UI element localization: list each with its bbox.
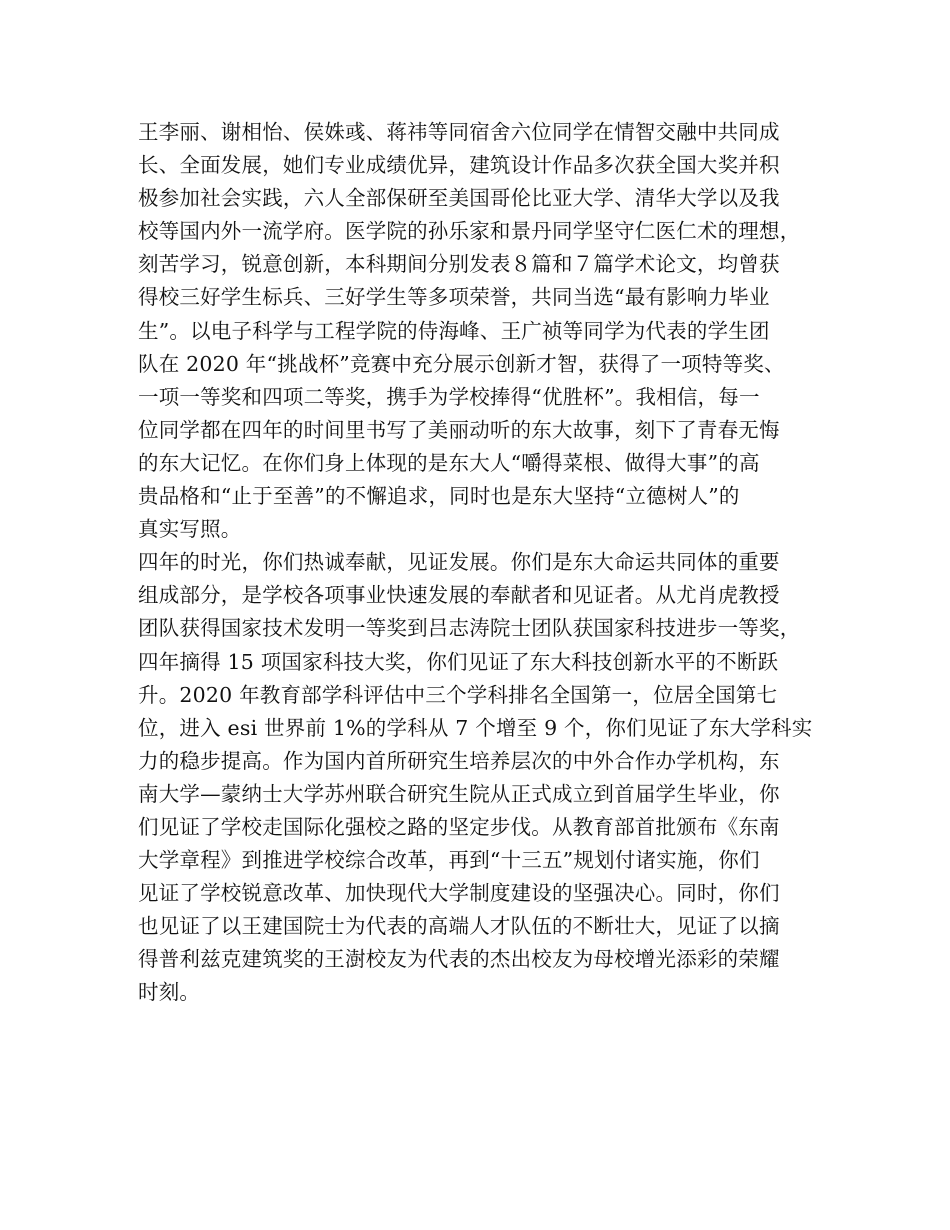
text-line: 长、全面发展，她们专业成绩优异，建筑设计作品多次获全国大奖并积 (138, 153, 780, 178)
text-line: 大学章程》到推进学校综合改革，再到“十三五”规划付诸实施，你们 (138, 848, 760, 873)
text-line: 团队获得国家技术发明一等奖到吕志涛院士团队获国家科技进步一等奖， (138, 616, 801, 641)
text-line: 升。2020 年教育部学科评估中三个学科排名全国第一，位居全国第七 (138, 682, 778, 707)
text-line: 也见证了以王建国院士为代表的高端人才队伍的不断壮大，见证了以摘 (138, 914, 780, 939)
text-line: 的东大记忆。在你们身上体现的是东大人“嚼得菜根、做得大事”的高 (138, 450, 760, 475)
text-line: 校等国内外一流学府。医学院的孙乐家和景丹同学坚守仁医仁术的理想， (138, 219, 801, 244)
text-line: 位同学都在四年的时间里书写了美丽动听的东大故事，刻下了青春无悔 (138, 417, 780, 442)
text-line: 四年的时光，你们热诚奉献，见证发展。你们是东大命运共同体的重要 (138, 550, 780, 575)
text-line: 王李丽、谢相怡、侯姝彧、蒋祎等同宿舍六位同学在情智交融中共同成 (138, 120, 780, 144)
text-line: 贵品格和“止于至善”的不懈追求，同时也是东大坚持“立德树人”的 (138, 484, 740, 509)
text-line: 极参加社会实践，六人全部保研至美国哥伦比亚大学、清华大学以及我 (138, 186, 780, 211)
text-line: 真实写照。 (138, 517, 242, 542)
body-text (138, 116, 828, 1010)
text-line: 位，进入 esi 世界前 1%的学科从 7 个增至 9 个，你们见证了东大学科实 (138, 715, 813, 740)
text-line: 见证了学校锐意改革、加快现代大学制度建设的坚强决心。同时，你们 (138, 881, 780, 906)
text-line: 们见证了学校走国际化强校之路的坚定步伐。从教育部首批颁布《东南 (138, 814, 780, 839)
text-line: 一项一等奖和四项二等奖，携手为学校捧得“优胜杯”。我相信，每一 (138, 384, 760, 409)
text-line: 四年摘得 15 项国家科技大奖，你们见证了东大科技创新水平的不断跃 (138, 649, 779, 674)
text-line: 得普利兹克建筑奖的王澍校友为代表的杰出校友为母校增光添彩的荣耀 (138, 947, 780, 972)
text-line: 得校三好学生标兵、三好学生等多项荣誉，共同当选“最有影响力毕业 (138, 285, 770, 310)
text-line: 组成部分，是学校各项事业快速发展的奉献者和见证者。从尤肖虎教授 (138, 583, 780, 608)
text-line: 南大学—蒙纳士大学苏州联合研究生院从正式成立到首届学生毕业，你 (138, 781, 780, 806)
text-line: 刻苦学习，锐意创新，本科期间分别发表８篇和７篇学术论文，均曾获 (138, 252, 780, 277)
text-line: 时刻。 (138, 980, 201, 1005)
text-line: 生”。以电子科学与工程学院的侍海峰、王广祯等同学为代表的学生团 (138, 318, 770, 343)
text-line: 力的稳步提高。作为国内首所研究生培养层次的中外合作办学机构，东 (138, 748, 780, 773)
text-line: 队在 2020 年“挑战杯”竞赛中充分展示创新才智，获得了一项特等奖、 (138, 351, 785, 376)
